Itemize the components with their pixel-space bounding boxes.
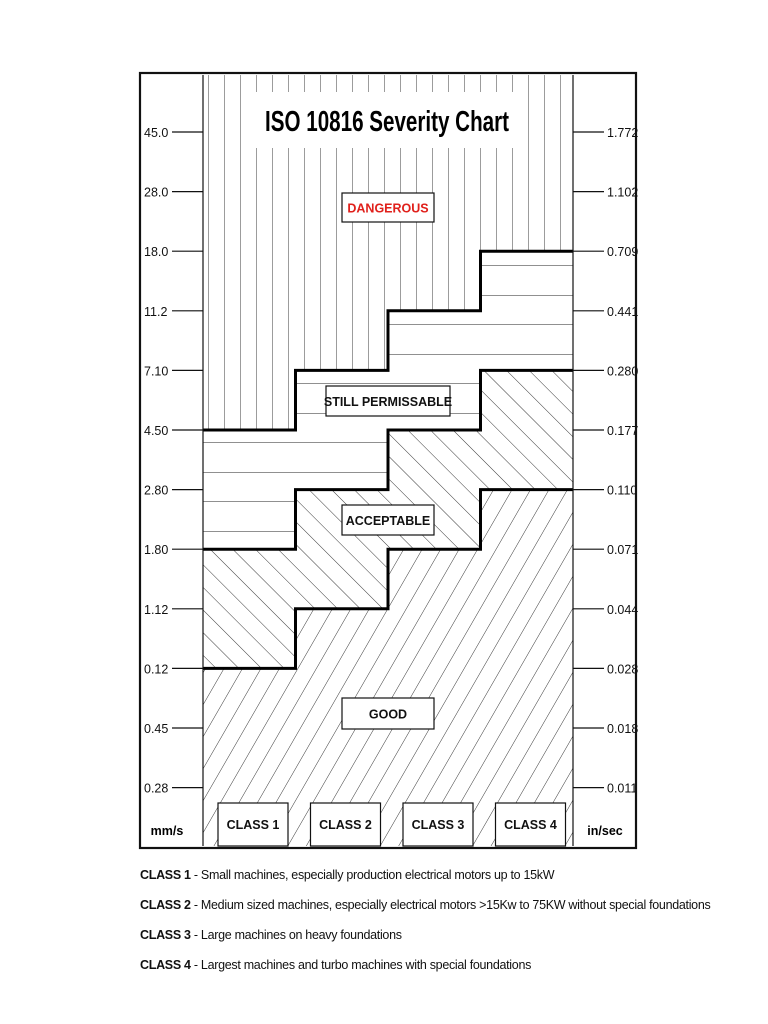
class-legend: [140, 866, 740, 986]
right-tick-label: 0.110: [607, 483, 638, 498]
legend-text: Largest machines and turbo machines with special foundations: [200, 958, 532, 972]
right-tick-label: 0.018: [607, 722, 639, 736]
class-box-label: CLASS 1: [226, 818, 280, 832]
zone-acceptable-class-4: [481, 370, 574, 489]
right-tick-label: 0.071: [607, 543, 639, 558]
legend-label: CLASS 4: [140, 958, 191, 972]
legend-row-class-4: [140, 956, 740, 986]
legend-text: Large machines on heavy foundations: [200, 928, 402, 942]
still-permissable-label: [324, 386, 452, 416]
left-tick-label: 7.10: [144, 364, 169, 379]
left-tick-label: 28.0: [144, 185, 169, 200]
legend-text: Medium sized machines, especially electrical motors >15Kw to 75KW without special foundations: [200, 898, 711, 912]
left-tick-label: 11.2: [144, 304, 168, 319]
chart-title: ISO 10816 Severity Chart: [265, 106, 510, 138]
good-label: [342, 698, 434, 729]
dangerous-label-text: DANGEROUS: [347, 201, 429, 216]
left-tick-label: 1.12: [144, 602, 169, 617]
legend-label: CLASS 3: [140, 928, 191, 942]
class-box-label: CLASS 3: [411, 818, 465, 832]
left-tick-label: 4.50: [144, 424, 169, 438]
right-unit-label: in/sec: [587, 824, 623, 838]
zone-still-permissable-class-4: [481, 251, 574, 370]
legend-text: Small machines, especially production electrical motors up to 15kW: [200, 868, 555, 882]
legend-sep: -: [190, 958, 201, 972]
legend-row-class-1: [140, 866, 740, 896]
class-box-2: [311, 803, 381, 846]
right-tick-label: 0.709: [607, 245, 639, 260]
class-box-1: [218, 803, 288, 846]
legend-sep: -: [190, 928, 201, 942]
zone-still-permissable-class-1: [203, 430, 296, 549]
still-permissable-label-text: STILL PERMISSABLE: [323, 395, 453, 409]
left-tick-label: 0.12: [144, 662, 169, 677]
class-box-label: CLASS 2: [319, 818, 372, 832]
class-box-4: [496, 803, 566, 846]
legend-label: CLASS 1: [140, 868, 191, 882]
acceptable-label-text: ACCEPTABLE: [345, 514, 431, 528]
left-tick-label: 18.0: [144, 245, 169, 260]
zone-acceptable-class-1: [203, 549, 296, 668]
good-label-text: GOOD: [368, 707, 408, 722]
left-tick-label: 0.28: [144, 781, 169, 796]
left-tick-label: 1.80: [144, 543, 169, 558]
class-box-3: [403, 803, 473, 846]
right-tick-label: 0.044: [607, 602, 639, 617]
right-tick-label: 0.011: [607, 781, 638, 796]
legend-sep: -: [190, 898, 201, 912]
left-tick-label: 45.0: [144, 126, 169, 140]
left-tick-label: 0.45: [144, 722, 169, 736]
right-tick-label: 1.102: [607, 185, 639, 200]
legend-sep: -: [190, 868, 201, 882]
class-box-label: CLASS 4: [504, 818, 557, 832]
title-box: [248, 92, 524, 148]
right-tick-label: 0.177: [607, 424, 639, 438]
zone-good-class-4: [481, 490, 574, 846]
right-tick-label: 0.280: [607, 364, 639, 379]
left-tick-label: 2.80: [144, 483, 169, 498]
acceptable-label: [342, 505, 434, 535]
legend-row-class-3: [140, 926, 740, 956]
left-unit-label: mm/s: [150, 824, 184, 838]
legend-row-class-2: [140, 896, 740, 926]
legend-label: CLASS 2: [140, 898, 191, 912]
dangerous-label: [342, 193, 434, 222]
right-tick-label: 0.441: [607, 304, 639, 319]
right-tick-label: 1.772: [607, 126, 639, 140]
right-tick-label: 0.028: [607, 662, 639, 677]
